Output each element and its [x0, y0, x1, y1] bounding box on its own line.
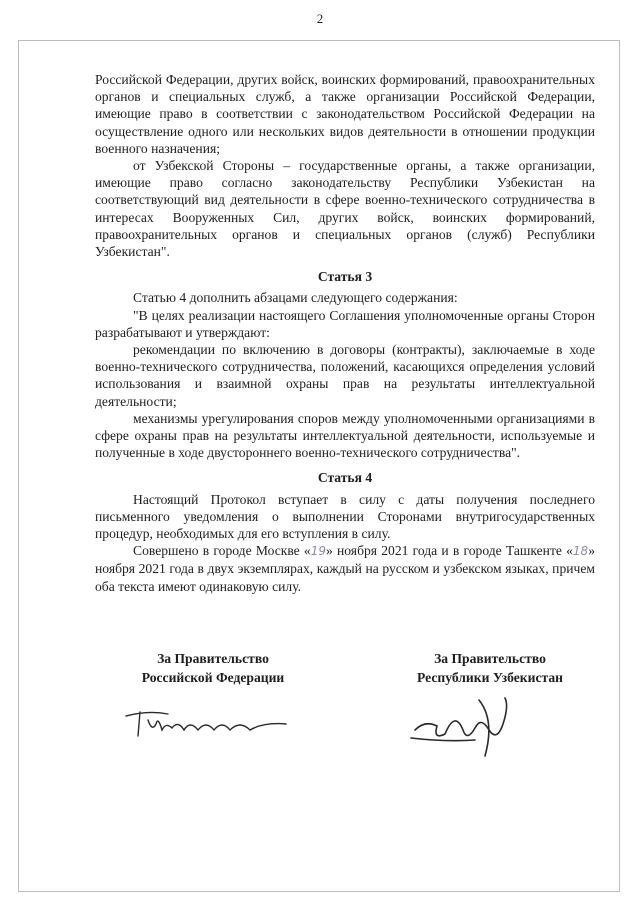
handwritten-day: 19	[310, 544, 326, 559]
paragraph: "В целях реализации настоящего Соглашения уполномоченные органы Сторон разрабатывают и утверждают:	[95, 307, 595, 340]
signing-text: Совершено в городе Москве «	[133, 543, 311, 559]
signing-text: » ноября 2021 года и в городе Ташкенте «	[326, 543, 573, 559]
article-heading: Статья 4	[317, 470, 373, 486]
page-number: 2	[316, 11, 324, 26]
signature-block-right	[395, 649, 585, 687]
paragraph: от Узбекской Стороны – государственные органы, а также организации, имеющие право согласно законодательству Республики Узбекистан на соответствующий вид деятельности в сфере военно-технического сотрудничества в интересах Вооруженных Сил, других войск, воинских формирований, правоохранительных органов и специальных органов (служб) Республики Узбекистан".	[95, 158, 595, 260]
paragraph: механизмы урегулирования споров между уполномоченными организациями в сфере охраны прав на результаты интеллектуальной деятельности, используемые и полученные в ходе двустороннего военно-технического сотрудничества".	[95, 410, 595, 461]
signature-party: Российской Федерации	[141, 670, 285, 685]
signature-block-left	[118, 649, 308, 687]
signature-right-image	[405, 690, 525, 760]
signature-title: За Правительство	[157, 651, 269, 666]
signature-party: Республики Узбекистан	[417, 670, 563, 685]
paragraph: Настоящий Протокол вступает в силу с даты получения последнего письменного уведомления о выполнении Сторонами внутригосударственных процедур, необходимых для его вступления в силу.	[95, 491, 595, 542]
signing-text: » ноября 2021 года в двух экземплярах, каждый на русском и узбекском языках, причем оба текста имеют одинаковую силу.	[95, 543, 595, 594]
paragraph: рекомендации по включению в договоры (контракты), заключаемые в ходе военно-технического сотрудничества, положений, касающихся определения условий использования и взаимной охраны прав на результаты интеллектуальной деятельности;	[95, 342, 595, 409]
signature-left-image	[118, 702, 298, 742]
paragraph: Статью 4 дополнить абзацами следующего содержания:	[133, 290, 458, 306]
paragraph: Российской Федерации, других войск, воинских формирований, правоохранительных органов и специальных служб, а также организации Российской Федерации, имеющие право в соответствии с законодательством Российской Федерации на осуществление одного или нескольких видов деятельности в отношении продукции военного назначения;	[95, 72, 595, 156]
handwritten-day: 18	[572, 544, 589, 559]
document-body	[95, 71, 595, 595]
article-heading: Статья 3	[317, 269, 373, 285]
signing-paragraph	[95, 542, 595, 595]
signature-title: За Правительство	[434, 651, 546, 666]
